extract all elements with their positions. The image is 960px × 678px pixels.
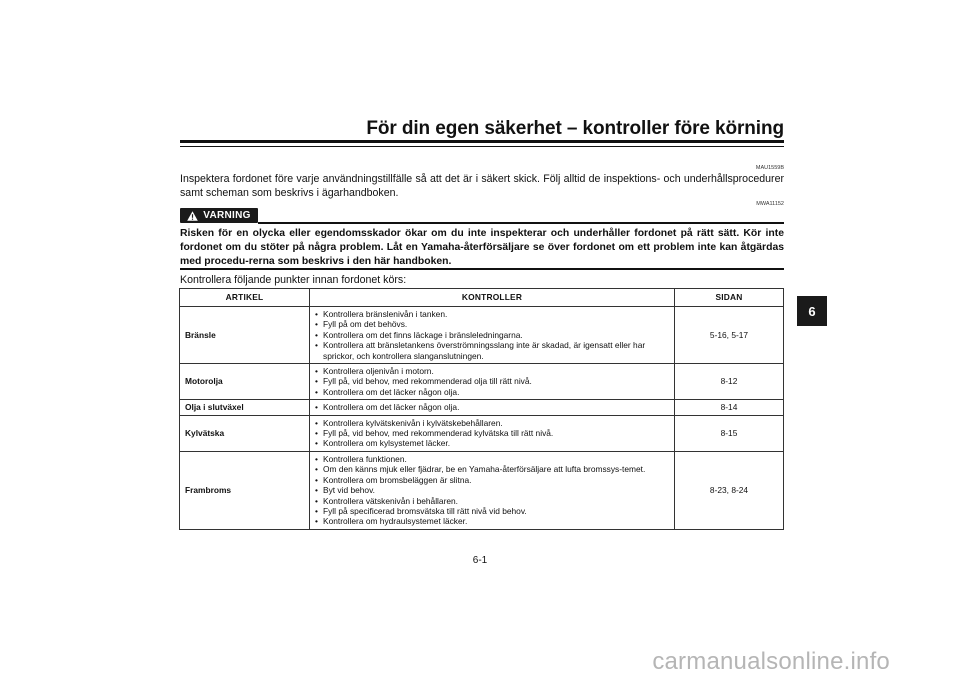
table-row [180, 400, 784, 415]
page-title: För din egen säkerhet – kontroller före körning [366, 118, 784, 139]
warning-code: MWA11152 [756, 201, 784, 207]
title-rule-thin [180, 146, 784, 147]
table-row [180, 364, 784, 400]
table-row [180, 415, 784, 451]
watermark: carmanualsonline.info [652, 648, 890, 675]
check-item: • Fyll på specificerad bromsvätska till rätt nivå vid behov. [315, 506, 668, 516]
intro-paragraph: Inspektera fordonet före varje användningstillfälle så att det är i säkert skick. Följ alltid de inspektions- och underhållsprocedurer samt scheman som beskrivs i ägarhandboken. [180, 173, 784, 199]
pre-ride-check-table [179, 288, 784, 530]
check-item: • Kontrollera kylvätskenivån i kylvätskebehållaren. [315, 418, 668, 428]
item-cell: Kylvätska [180, 415, 310, 451]
check-item: • Kontrollera oljenivån i motorn. [315, 366, 668, 376]
page-ref-cell: 8-12 [675, 364, 784, 400]
page-ref-cell: 8-14 [675, 400, 784, 415]
page-number: 6-1 [472, 555, 488, 566]
page-ref-cell: 8-23, 8-24 [675, 451, 784, 529]
warning-badge [180, 208, 258, 223]
check-item: • Byt vid behov. [315, 485, 668, 495]
check-item: • Fyll på, vid behov, med rekommenderad kylvätska till rätt nivå. [315, 428, 668, 438]
checks-cell [310, 307, 675, 364]
item-cell: Frambroms [180, 451, 310, 529]
table-row [180, 307, 784, 364]
header-kontroller: KONTROLLER [310, 289, 675, 307]
checks-cell [310, 400, 675, 415]
check-item: • Kontrollera om bromsbeläggen är slitna. [315, 475, 668, 485]
check-item: • Fyll på, vid behov, med rekommenderad olja till rätt nivå. [315, 376, 668, 386]
check-item: • Kontrollera om det läcker någon olja. [315, 402, 668, 412]
table-header-row [180, 289, 784, 307]
item-cell: Motorolja [180, 364, 310, 400]
check-item: • Kontrollera att bränsletankens överströmningsslang inte är skadad, är igensatt eller har sprickor, och kontrollera slanganslutningen. [315, 340, 668, 361]
check-item: • Kontrollera funktionen. [315, 454, 668, 464]
title-rule [180, 140, 784, 143]
check-item: • Kontrollera om hydraulsystemet läcker. [315, 516, 668, 526]
check-item: • Fyll på om det behövs. [315, 319, 668, 329]
page-ref-cell: 8-15 [675, 415, 784, 451]
checks-cell [310, 451, 675, 529]
checks-cell [310, 415, 675, 451]
check-item: • Kontrollera om det finns läckage i bränsleledningarna. [315, 330, 668, 340]
check-item: • Kontrollera bränslenivån i tanken. [315, 309, 668, 319]
check-item: • Om den känns mjuk eller fjädrar, be en Yamaha-återförsäljare att lufta bromssys-temet. [315, 464, 668, 474]
warning-bottom-rule [180, 268, 784, 270]
chapter-tab[interactable]: 6 [797, 296, 827, 326]
warning-rule [258, 222, 784, 224]
check-item: • Kontrollera om det läcker någon olja. [315, 387, 668, 397]
check-item: • Kontrollera vätskenivån i behållaren. [315, 496, 668, 506]
table-row [180, 451, 784, 529]
header-sidan: SIDAN [675, 289, 784, 307]
item-cell: Olja i slutväxel [180, 400, 310, 415]
page-ref-cell: 5-16, 5-17 [675, 307, 784, 364]
section-code: MAU1559B [755, 165, 784, 171]
header-artikel: ARTIKEL [180, 289, 310, 307]
warning-label: VARNING [203, 210, 251, 221]
warning-triangle-icon [187, 211, 198, 221]
check-item: • Kontrollera om kylsystemet läcker. [315, 438, 668, 448]
table-intro: Kontrollera följande punkter innan fordonet körs: [180, 274, 407, 286]
warning-text: Risken för en olycka eller egendomsskador ökar om du inte inspekterar och underhåller fordonet på rätt sätt. Kör inte fordonet om du stöter på några problem. Låt en Yamaha-återförsäljare se över fordonet om ett problem inte kan åtgärdas med procedu-rerna som beskrivs i den här handboken. [180, 228, 784, 267]
item-cell: Bränsle [180, 307, 310, 364]
checks-cell [310, 364, 675, 400]
